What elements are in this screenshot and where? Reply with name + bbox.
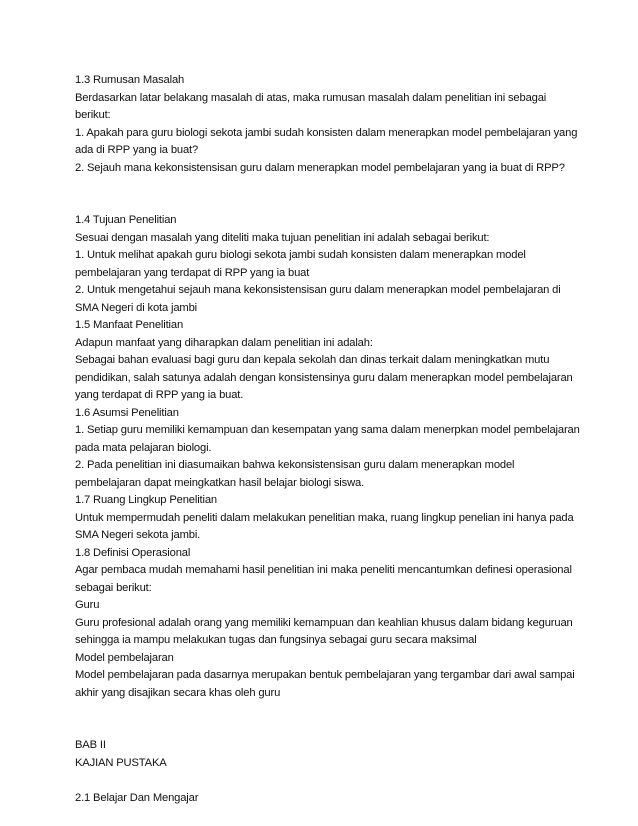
chapter-subtitle: KAJIAN PUSTAKA [75, 756, 167, 769]
heading-tujuan-penelitian: 1.4 Tujuan Penelitian [75, 214, 177, 226]
text-line: sehingga ia mampu melakukan tugas dan fungsinya sebagai guru secara maksimal [75, 634, 477, 646]
paragraph-gap [75, 772, 575, 790]
text-line: Adapun manfaat yang diharapkan dalam penelitian ini adalah: [75, 336, 373, 349]
text-line: pendidikan, salah satunya adalah dengan konsistensinya guru dalam menerapkan model pembelajaran [75, 371, 573, 384]
heading-definisi-operasional: 1.8 Definisi Operasional [75, 546, 191, 559]
text-line: pembelajaran yang terdapat di RPP yang ia buat [75, 266, 310, 279]
text-line: sebagai berikut: [75, 581, 152, 594]
heading-ruang-lingkup: 1.7 Ruang Lingkup Penelitian [75, 494, 217, 506]
text-line: SMA Negeri di kota jambi [75, 301, 198, 314]
text-line: SMA Negeri sekota jambi. [75, 529, 201, 541]
text-line: 2. Untuk mengetahui sejauh mana kekonsistensisan guru dalam menerapkan model pembelajaran di [75, 284, 561, 296]
text-line: 2. Pada penelitian ini diasumaikan bahwa kekonsistensisan guru dalam menerapkan model [75, 459, 515, 471]
text-line: Guru profesional adalah orang yang memiliki kemampuan dan keahlian khusus dalam bidang keguruan [75, 616, 573, 629]
text-line: yang terdapat di RPP yang ia buat. [75, 389, 244, 401]
text-line: Agar pembaca mudah memahami hasil penelitian ini maka peneliti mencantumkan definesi operasional [75, 564, 572, 576]
heading-belajar-mengajar: 2.1 Belajar Dan Mengajar [75, 791, 199, 804]
heading-asumsi-penelitian: 1.6 Asumsi Penelitian [75, 406, 179, 419]
paragraph-gap [75, 177, 575, 212]
paragraph-gap [75, 702, 575, 737]
heading-manfaat-penelitian: 1.5 Manfaat Penelitian [75, 319, 184, 331]
text-line: 2. Sejauh mana kekonsistensisan guru dalam menerapkan model pembelajaran yang ia buat di RPP? [75, 161, 565, 174]
text-line: pada mata pelajaran biologi. [75, 441, 212, 454]
heading-rumusan-masalah: 1.3 Rumusan Masalah [75, 74, 185, 86]
text-line: 1. Apakah para guru biologi sekota jambi sudah konsisten dalam menerapkan model pembelajaran yang [75, 126, 578, 139]
text-line: ada di RPP yang ia buat? [75, 144, 199, 156]
text-line: Model pembelajaran pada dasarnya merupakan bentuk pembelajaran yang tergambar dari awal sampai [75, 669, 575, 681]
text-line: akhir yang disajikan secara khas oleh guru [75, 686, 281, 699]
text-line: berikut: [75, 109, 111, 121]
document-body [75, 72, 580, 807]
text-line: 1. Setiap guru memiliki kemampuan dan kesempatan yang sama dalam menerpkan model pembelajaran [75, 424, 580, 436]
term-model-pembelajaran: Model pembelajaran [75, 651, 174, 664]
text-line: Sesuai dengan masalah yang diteliti maka tujuan penelitian ini adalah sebagai berikut: [75, 231, 490, 244]
text-line: pembelajaran dapat meingkatkan hasil belajar biologi siswa. [75, 476, 365, 489]
text-line: Berdasarkan latar belakang masalah di atas, maka rumusan masalah dalam penelitian ini sebagai [75, 91, 547, 104]
chapter-title: BAB II [75, 739, 106, 751]
text-line: Sebagai bahan evaluasi bagi guru dan kepala sekolah dan dinas terkait dalam meningkatkan mutu [75, 354, 550, 366]
text-line: Untuk mempermudah peneliti dalam melakukan penelitian maka, ruang lingkup penelian ini hanya pada [75, 511, 574, 524]
term-guru: Guru [75, 599, 100, 611]
text-line: 1. Untuk melihat apakah guru biologi sekota jambi sudah konsisten dalam menerapkan model [75, 249, 526, 261]
